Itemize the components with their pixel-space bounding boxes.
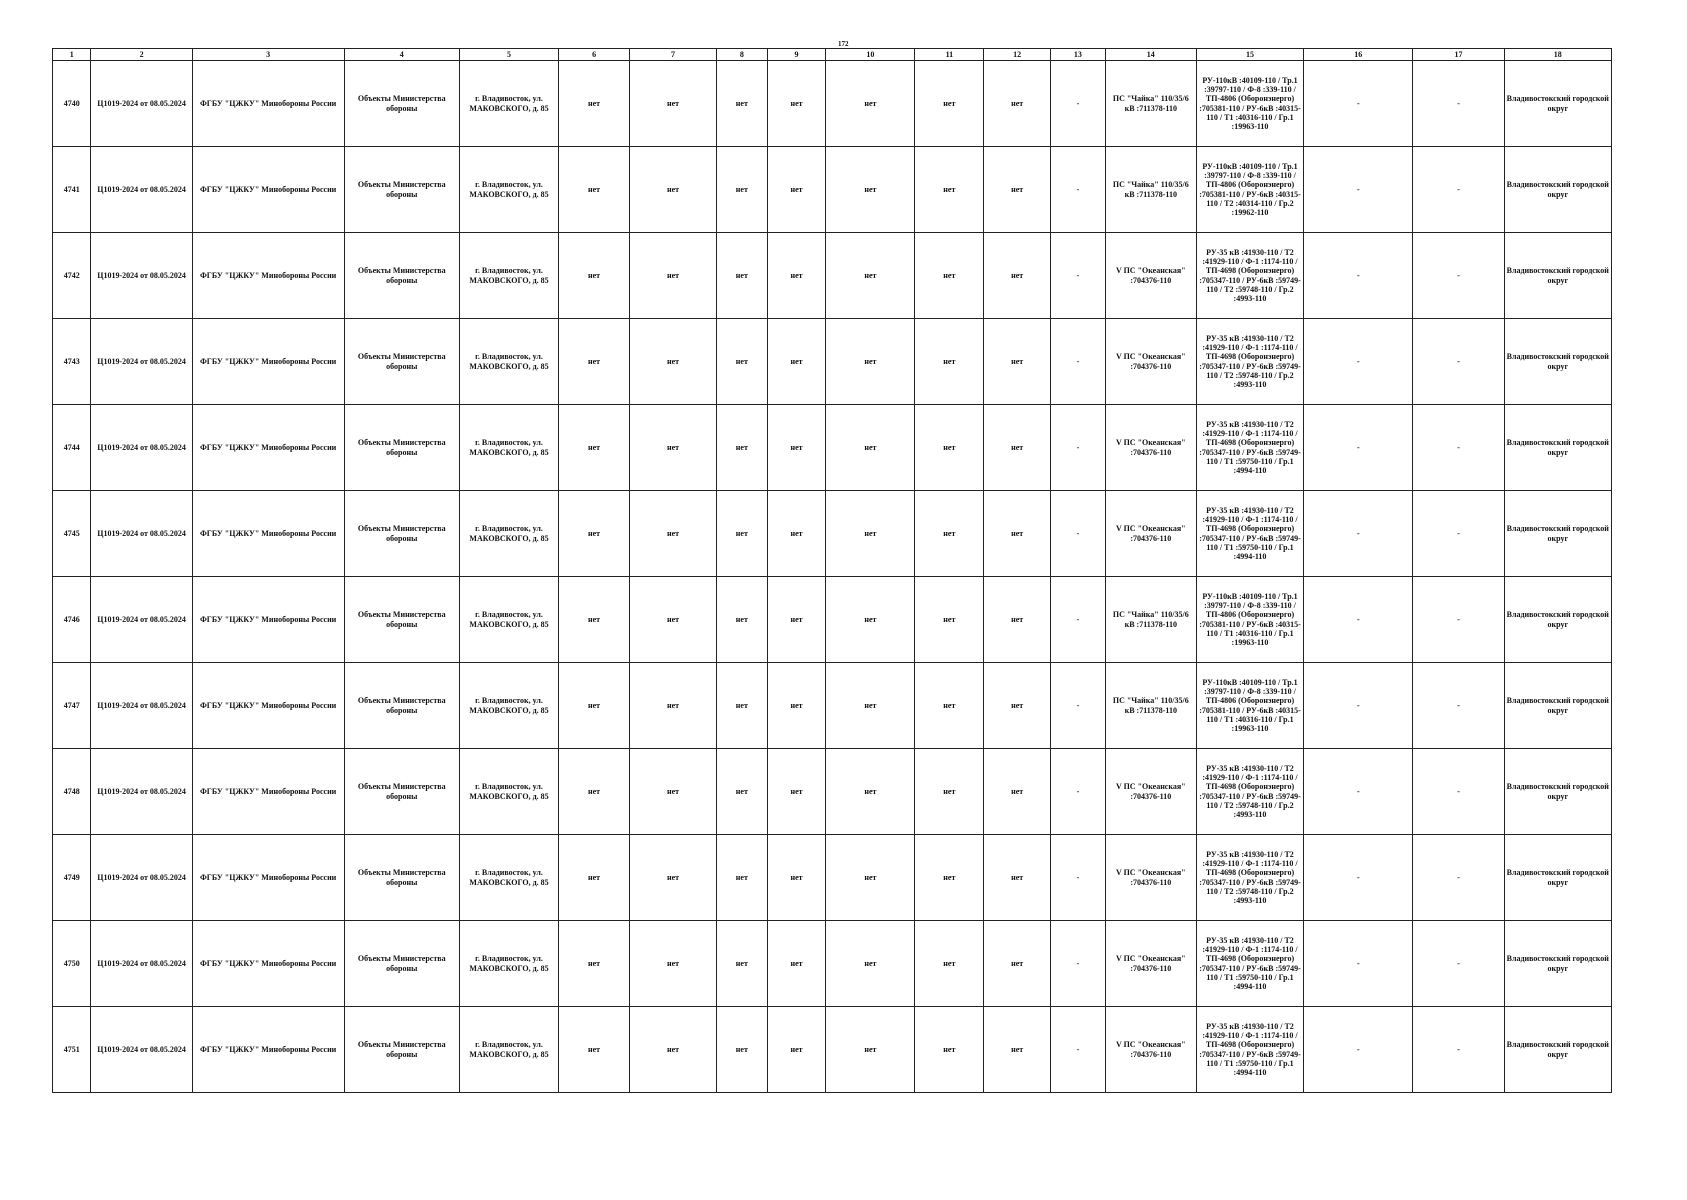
substation: V ПС "Океанская" :704376-110 <box>1105 491 1196 577</box>
column-header: 8 <box>717 49 768 61</box>
connection-scheme: РУ-110кВ :40109-110 / Тр.1 :39797-110 / Ф-8 :339-110 / ТП-4806 (Оборонэнерго) :705381-110 / РУ-6кВ :40315-110 / Т1 :40316-110 / Гр.1 :19963-110 <box>1196 61 1303 147</box>
object-type: Объекты Министерства обороны <box>344 921 459 1007</box>
address: г. Владивосток, ул. МАКОВСКОГО, д. 85 <box>459 147 558 233</box>
cell-col12: нет <box>984 61 1051 147</box>
row-number: 4749 <box>53 835 91 921</box>
district: Владивостокский городской округ <box>1504 233 1611 319</box>
district: Владивостокский городской округ <box>1504 1007 1611 1093</box>
cell-col8: нет <box>717 921 768 1007</box>
cell-col12: нет <box>984 663 1051 749</box>
cell-col9: нет <box>767 491 826 577</box>
organization: ФГБУ "ЦЖКУ" Минобороны России <box>192 233 344 319</box>
cell-col12: нет <box>984 577 1051 663</box>
cell-col16: - <box>1304 663 1413 749</box>
cell-col11: нет <box>915 61 984 147</box>
cell-col7: нет <box>630 491 717 577</box>
object-type: Объекты Министерства обороны <box>344 491 459 577</box>
cell-col13: - <box>1051 749 1106 835</box>
cell-col8: нет <box>717 491 768 577</box>
address: г. Владивосток, ул. МАКОВСКОГО, д. 85 <box>459 749 558 835</box>
cell-col10: нет <box>826 663 915 749</box>
cell-col10: нет <box>826 921 915 1007</box>
column-header: 11 <box>915 49 984 61</box>
cell-col8: нет <box>717 835 768 921</box>
column-header: 9 <box>767 49 826 61</box>
object-type: Объекты Министерства обороны <box>344 835 459 921</box>
object-type: Объекты Министерства обороны <box>344 61 459 147</box>
cell-col12: нет <box>984 147 1051 233</box>
cell-col10: нет <box>826 233 915 319</box>
address: г. Владивосток, ул. МАКОВСКОГО, д. 85 <box>459 835 558 921</box>
table-row <box>53 233 1612 319</box>
row-number: 4740 <box>53 61 91 147</box>
page-number: 172 <box>838 40 849 48</box>
object-type: Объекты Министерства обороны <box>344 147 459 233</box>
column-header: 10 <box>826 49 915 61</box>
cell-col17: - <box>1413 61 1504 147</box>
cell-col6: нет <box>559 61 630 147</box>
connection-scheme: РУ-35 кВ :41930-110 / Т2 :41929-110 / Ф-1 :1174-110 / ТП-4698 (Оборонэнерго) :705347-110 / РУ-6кВ :59749-110 / Т2 :59748-110 / Гр.2 :4993-110 <box>1196 233 1303 319</box>
object-type: Объекты Министерства обороны <box>344 405 459 491</box>
cell-col9: нет <box>767 147 826 233</box>
cell-col12: нет <box>984 749 1051 835</box>
contract-number: Ц1019-2024 от 08.05.2024 <box>91 61 192 147</box>
cell-col9: нет <box>767 233 826 319</box>
row-number: 4745 <box>53 491 91 577</box>
cell-col17: - <box>1413 921 1504 1007</box>
cell-col13: - <box>1051 405 1106 491</box>
contract-number: Ц1019-2024 от 08.05.2024 <box>91 663 192 749</box>
address: г. Владивосток, ул. МАКОВСКОГО, д. 85 <box>459 405 558 491</box>
table-row <box>53 749 1612 835</box>
cell-col16: - <box>1304 921 1413 1007</box>
substation: ПС "Чайка" 110/35/6 кВ :711378-110 <box>1105 663 1196 749</box>
cell-col13: - <box>1051 61 1106 147</box>
column-header: 15 <box>1196 49 1303 61</box>
cell-col11: нет <box>915 835 984 921</box>
contract-number: Ц1019-2024 от 08.05.2024 <box>91 233 192 319</box>
cell-col12: нет <box>984 233 1051 319</box>
substation: V ПС "Океанская" :704376-110 <box>1105 405 1196 491</box>
cell-col7: нет <box>630 233 717 319</box>
cell-col16: - <box>1304 61 1413 147</box>
cell-col6: нет <box>559 319 630 405</box>
cell-col6: нет <box>559 491 630 577</box>
cell-col16: - <box>1304 577 1413 663</box>
connection-scheme: РУ-110кВ :40109-110 / Тр.1 :39797-110 / Ф-8 :339-110 / ТП-4806 (Оборонэнерго) :705381-110 / РУ-6кВ :40315-110 / Т2 :40314-110 / Гр.2 :19962-110 <box>1196 147 1303 233</box>
cell-col8: нет <box>717 663 768 749</box>
connection-scheme: РУ-35 кВ :41930-110 / Т2 :41929-110 / Ф-1 :1174-110 / ТП-4698 (Оборонэнерго) :705347-110 / РУ-6кВ :59749-110 / Т2 :59748-110 / Гр.2 :4993-110 <box>1196 835 1303 921</box>
address: г. Владивосток, ул. МАКОВСКОГО, д. 85 <box>459 663 558 749</box>
object-type: Объекты Министерства обороны <box>344 319 459 405</box>
cell-col6: нет <box>559 1007 630 1093</box>
contract-number: Ц1019-2024 от 08.05.2024 <box>91 921 192 1007</box>
cell-col17: - <box>1413 577 1504 663</box>
cell-col17: - <box>1413 491 1504 577</box>
organization: ФГБУ "ЦЖКУ" Минобороны России <box>192 921 344 1007</box>
cell-col12: нет <box>984 491 1051 577</box>
cell-col13: - <box>1051 491 1106 577</box>
cell-col6: нет <box>559 233 630 319</box>
organization: ФГБУ "ЦЖКУ" Минобороны России <box>192 749 344 835</box>
cell-col11: нет <box>915 921 984 1007</box>
cell-col11: нет <box>915 1007 984 1093</box>
address: г. Владивосток, ул. МАКОВСКОГО, д. 85 <box>459 1007 558 1093</box>
cell-col6: нет <box>559 749 630 835</box>
row-number: 4746 <box>53 577 91 663</box>
cell-col12: нет <box>984 1007 1051 1093</box>
column-header: 4 <box>344 49 459 61</box>
cell-col10: нет <box>826 319 915 405</box>
column-header: 14 <box>1105 49 1196 61</box>
substation: ПС "Чайка" 110/35/6 кВ :711378-110 <box>1105 61 1196 147</box>
cell-col6: нет <box>559 835 630 921</box>
cell-col16: - <box>1304 749 1413 835</box>
row-number: 4751 <box>53 1007 91 1093</box>
cell-col17: - <box>1413 147 1504 233</box>
table-row <box>53 663 1612 749</box>
cell-col9: нет <box>767 921 826 1007</box>
cell-col13: - <box>1051 835 1106 921</box>
cell-col6: нет <box>559 577 630 663</box>
connection-scheme: РУ-35 кВ :41930-110 / Т2 :41929-110 / Ф-1 :1174-110 / ТП-4698 (Оборонэнерго) :705347-110 / РУ-6кВ :59749-110 / Т1 :59750-110 / Гр.1 :4994-110 <box>1196 921 1303 1007</box>
district: Владивостокский городской округ <box>1504 61 1611 147</box>
cell-col17: - <box>1413 405 1504 491</box>
row-number: 4742 <box>53 233 91 319</box>
connection-scheme: РУ-35 кВ :41930-110 / Т2 :41929-110 / Ф-1 :1174-110 / ТП-4698 (Оборонэнерго) :705347-110 / РУ-6кВ :59749-110 / Т2 :59748-110 / Гр.2 :4993-110 <box>1196 319 1303 405</box>
cell-col17: - <box>1413 749 1504 835</box>
organization: ФГБУ "ЦЖКУ" Минобороны России <box>192 577 344 663</box>
row-number: 4750 <box>53 921 91 1007</box>
cell-col10: нет <box>826 749 915 835</box>
substation: V ПС "Океанская" :704376-110 <box>1105 1007 1196 1093</box>
cell-col7: нет <box>630 147 717 233</box>
cell-col9: нет <box>767 61 826 147</box>
cell-col8: нет <box>717 319 768 405</box>
substation: V ПС "Океанская" :704376-110 <box>1105 749 1196 835</box>
cell-col11: нет <box>915 319 984 405</box>
address: г. Владивосток, ул. МАКОВСКОГО, д. 85 <box>459 61 558 147</box>
object-type: Объекты Министерства обороны <box>344 1007 459 1093</box>
cell-col16: - <box>1304 233 1413 319</box>
cell-col10: нет <box>826 491 915 577</box>
cell-col16: - <box>1304 835 1413 921</box>
cell-col9: нет <box>767 319 826 405</box>
cell-col7: нет <box>630 319 717 405</box>
contract-number: Ц1019-2024 от 08.05.2024 <box>91 147 192 233</box>
table-row <box>53 147 1612 233</box>
cell-col7: нет <box>630 835 717 921</box>
organization: ФГБУ "ЦЖКУ" Минобороны России <box>192 663 344 749</box>
connection-scheme: РУ-35 кВ :41930-110 / Т2 :41929-110 / Ф-1 :1174-110 / ТП-4698 (Оборонэнерго) :705347-110 / РУ-6кВ :59749-110 / Т1 :59750-110 / Гр.1 :4994-110 <box>1196 1007 1303 1093</box>
organization: ФГБУ "ЦЖКУ" Минобороны России <box>192 61 344 147</box>
address: г. Владивосток, ул. МАКОВСКОГО, д. 85 <box>459 921 558 1007</box>
cell-col13: - <box>1051 577 1106 663</box>
cell-col7: нет <box>630 405 717 491</box>
contract-number: Ц1019-2024 от 08.05.2024 <box>91 1007 192 1093</box>
address: г. Владивосток, ул. МАКОВСКОГО, д. 85 <box>459 319 558 405</box>
organization: ФГБУ "ЦЖКУ" Минобороны России <box>192 491 344 577</box>
object-type: Объекты Министерства обороны <box>344 233 459 319</box>
district: Владивостокский городской округ <box>1504 749 1611 835</box>
column-header: 7 <box>630 49 717 61</box>
table-row <box>53 835 1612 921</box>
cell-col17: - <box>1413 233 1504 319</box>
district: Владивостокский городской округ <box>1504 405 1611 491</box>
cell-col8: нет <box>717 233 768 319</box>
cell-col8: нет <box>717 1007 768 1093</box>
connection-scheme: РУ-35 кВ :41930-110 / Т2 :41929-110 / Ф-1 :1174-110 / ТП-4698 (Оборонэнерго) :705347-110 / РУ-6кВ :59749-110 / Т2 :59748-110 / Гр.2 :4993-110 <box>1196 749 1303 835</box>
cell-col10: нет <box>826 61 915 147</box>
address: г. Владивосток, ул. МАКОВСКОГО, д. 85 <box>459 233 558 319</box>
district: Владивостокский городской округ <box>1504 319 1611 405</box>
table-row <box>53 319 1612 405</box>
row-number: 4748 <box>53 749 91 835</box>
contract-number: Ц1019-2024 от 08.05.2024 <box>91 835 192 921</box>
organization: ФГБУ "ЦЖКУ" Минобороны России <box>192 147 344 233</box>
district: Владивостокский городской округ <box>1504 147 1611 233</box>
cell-col13: - <box>1051 319 1106 405</box>
cell-col8: нет <box>717 405 768 491</box>
cell-col11: нет <box>915 491 984 577</box>
contract-number: Ц1019-2024 от 08.05.2024 <box>91 491 192 577</box>
cell-col9: нет <box>767 835 826 921</box>
cell-col11: нет <box>915 663 984 749</box>
substation: V ПС "Океанская" :704376-110 <box>1105 835 1196 921</box>
district: Владивостокский городской округ <box>1504 663 1611 749</box>
table-row <box>53 921 1612 1007</box>
cell-col7: нет <box>630 921 717 1007</box>
cell-col6: нет <box>559 921 630 1007</box>
cell-col10: нет <box>826 835 915 921</box>
connection-scheme: РУ-35 кВ :41930-110 / Т2 :41929-110 / Ф-1 :1174-110 / ТП-4698 (Оборонэнерго) :705347-110 / РУ-6кВ :59749-110 / Т1 :59750-110 / Гр.1 :4994-110 <box>1196 491 1303 577</box>
cell-col16: - <box>1304 147 1413 233</box>
row-number: 4747 <box>53 663 91 749</box>
cell-col6: нет <box>559 147 630 233</box>
cell-col17: - <box>1413 1007 1504 1093</box>
cell-col9: нет <box>767 405 826 491</box>
cell-col12: нет <box>984 921 1051 1007</box>
cell-col16: - <box>1304 1007 1413 1093</box>
cell-col10: нет <box>826 1007 915 1093</box>
cell-col7: нет <box>630 749 717 835</box>
organization: ФГБУ "ЦЖКУ" Минобороны России <box>192 1007 344 1093</box>
district: Владивостокский городской округ <box>1504 491 1611 577</box>
cell-col10: нет <box>826 405 915 491</box>
contract-number: Ц1019-2024 от 08.05.2024 <box>91 749 192 835</box>
cell-col7: нет <box>630 61 717 147</box>
object-type: Объекты Министерства обороны <box>344 749 459 835</box>
column-header: 2 <box>91 49 192 61</box>
contract-number: Ц1019-2024 от 08.05.2024 <box>91 577 192 663</box>
cell-col12: нет <box>984 835 1051 921</box>
column-header: 16 <box>1304 49 1413 61</box>
organization: ФГБУ "ЦЖКУ" Минобороны России <box>192 405 344 491</box>
cell-col13: - <box>1051 663 1106 749</box>
cell-col10: нет <box>826 577 915 663</box>
cell-col9: нет <box>767 749 826 835</box>
table-row <box>53 405 1612 491</box>
cell-col13: - <box>1051 921 1106 1007</box>
table-row <box>53 1007 1612 1093</box>
contract-number: Ц1019-2024 от 08.05.2024 <box>91 405 192 491</box>
substation: V ПС "Океанская" :704376-110 <box>1105 233 1196 319</box>
connection-scheme: РУ-110кВ :40109-110 / Тр.1 :39797-110 / Ф-8 :339-110 / ТП-4806 (Оборонэнерго) :705381-110 / РУ-6кВ :40315-110 / Т1 :40316-110 / Гр.1 :19963-110 <box>1196 663 1303 749</box>
row-number: 4741 <box>53 147 91 233</box>
cell-col11: нет <box>915 147 984 233</box>
cell-col12: нет <box>984 405 1051 491</box>
cell-col7: нет <box>630 663 717 749</box>
substation: ПС "Чайка" 110/35/6 кВ :711378-110 <box>1105 577 1196 663</box>
object-type: Объекты Министерства обороны <box>344 577 459 663</box>
cell-col7: нет <box>630 1007 717 1093</box>
substation: ПС "Чайка" 110/35/6 кВ :711378-110 <box>1105 147 1196 233</box>
cell-col7: нет <box>630 577 717 663</box>
address: г. Владивосток, ул. МАКОВСКОГО, д. 85 <box>459 491 558 577</box>
cell-col16: - <box>1304 319 1413 405</box>
cell-col8: нет <box>717 577 768 663</box>
column-header: 13 <box>1051 49 1106 61</box>
cell-col11: нет <box>915 233 984 319</box>
column-header: 12 <box>984 49 1051 61</box>
cell-col8: нет <box>717 749 768 835</box>
district: Владивостокский городской округ <box>1504 835 1611 921</box>
connection-scheme: РУ-35 кВ :41930-110 / Т2 :41929-110 / Ф-1 :1174-110 / ТП-4698 (Оборонэнерго) :705347-110 / РУ-6кВ :59749-110 / Т1 :59750-110 / Гр.1 :4994-110 <box>1196 405 1303 491</box>
column-header: 6 <box>559 49 630 61</box>
column-header: 18 <box>1504 49 1611 61</box>
object-type: Объекты Министерства обороны <box>344 663 459 749</box>
cell-col11: нет <box>915 405 984 491</box>
cell-col17: - <box>1413 835 1504 921</box>
cell-col8: нет <box>717 61 768 147</box>
district: Владивостокский городской округ <box>1504 577 1611 663</box>
column-header: 5 <box>459 49 558 61</box>
cell-col9: нет <box>767 1007 826 1093</box>
substation: V ПС "Океанская" :704376-110 <box>1105 319 1196 405</box>
column-header: 3 <box>192 49 344 61</box>
cell-col11: нет <box>915 577 984 663</box>
cell-col16: - <box>1304 491 1413 577</box>
row-number: 4744 <box>53 405 91 491</box>
connection-scheme: РУ-110кВ :40109-110 / Тр.1 :39797-110 / Ф-8 :339-110 / ТП-4806 (Оборонэнерго) :705381-110 / РУ-6кВ :40315-110 / Т1 :40316-110 / Гр.1 :19963-110 <box>1196 577 1303 663</box>
cell-col16: - <box>1304 405 1413 491</box>
table-row <box>53 61 1612 147</box>
address: г. Владивосток, ул. МАКОВСКОГО, д. 85 <box>459 577 558 663</box>
cell-col8: нет <box>717 147 768 233</box>
column-header: 1 <box>53 49 91 61</box>
cell-col13: - <box>1051 147 1106 233</box>
cell-col9: нет <box>767 663 826 749</box>
registry-table <box>52 48 1612 1093</box>
column-header: 17 <box>1413 49 1504 61</box>
cell-col12: нет <box>984 319 1051 405</box>
district: Владивостокский городской округ <box>1504 921 1611 1007</box>
cell-col13: - <box>1051 233 1106 319</box>
organization: ФГБУ "ЦЖКУ" Минобороны России <box>192 319 344 405</box>
organization: ФГБУ "ЦЖКУ" Минобороны России <box>192 835 344 921</box>
substation: V ПС "Океанская" :704376-110 <box>1105 921 1196 1007</box>
cell-col17: - <box>1413 663 1504 749</box>
contract-number: Ц1019-2024 от 08.05.2024 <box>91 319 192 405</box>
cell-col13: - <box>1051 1007 1106 1093</box>
row-number: 4743 <box>53 319 91 405</box>
cell-col11: нет <box>915 749 984 835</box>
cell-col9: нет <box>767 577 826 663</box>
cell-col6: нет <box>559 405 630 491</box>
cell-col17: - <box>1413 319 1504 405</box>
table-row <box>53 577 1612 663</box>
table-row <box>53 491 1612 577</box>
cell-col6: нет <box>559 663 630 749</box>
cell-col10: нет <box>826 147 915 233</box>
header-row <box>53 49 1612 61</box>
